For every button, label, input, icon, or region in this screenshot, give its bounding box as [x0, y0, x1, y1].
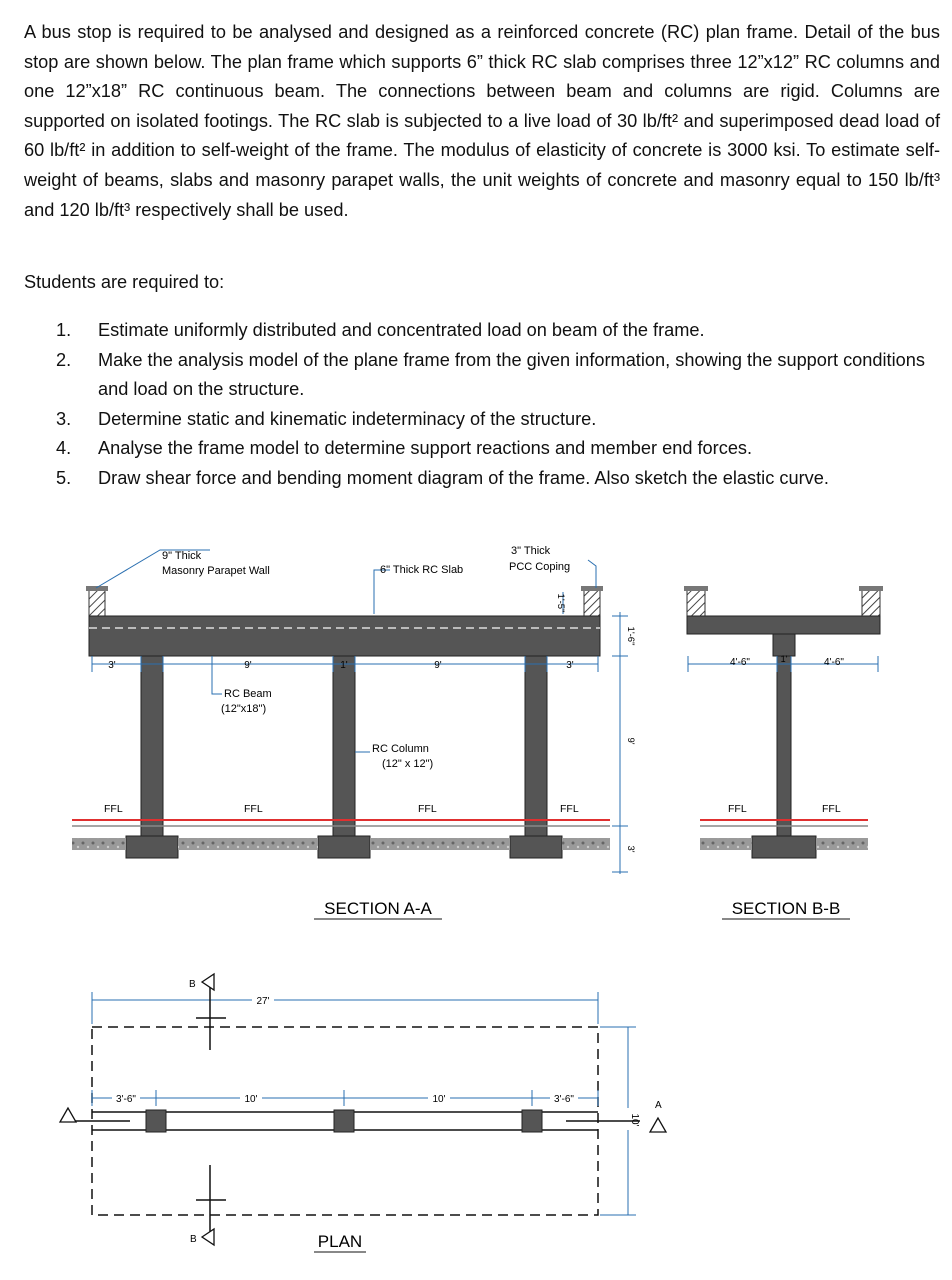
- footing-2: [318, 836, 370, 858]
- section-b-arrow: [202, 974, 214, 990]
- plan-title: PLAN: [317, 1232, 363, 1251]
- parapet-right: [584, 590, 600, 616]
- slab-label: 6" Thick RC Slab: [380, 564, 464, 576]
- ground: [72, 838, 126, 850]
- dim-label: 9': [244, 660, 252, 671]
- plan: [60, 974, 666, 1252]
- task-item: 2. Make the analysis model of the plane frame from the given information, showing the support conditions and load on the structure.: [56, 349, 925, 400]
- task-item: 5. Draw shear force and bending moment diagram of the frame. Also sketch the elastic curve.: [56, 467, 829, 488]
- dim-label: 27': [256, 996, 270, 1007]
- coping-right: [581, 586, 603, 591]
- parapet-right: [862, 590, 880, 616]
- dim-label: 9': [434, 660, 442, 671]
- slab-beam: [89, 616, 600, 656]
- plan-column-1: [146, 1110, 166, 1132]
- column-label: (12" x 12"): [382, 758, 434, 770]
- section-b-b-title: SECTION B-B: [731, 899, 841, 918]
- slab: [687, 616, 880, 634]
- ground: [178, 838, 318, 850]
- ffl-label: FFL: [104, 803, 123, 815]
- footing: [752, 836, 816, 858]
- ffl-label: FFL: [728, 803, 747, 815]
- plan-column-3: [522, 1110, 542, 1132]
- task-item: 1. Estimate uniformly distributed and concentrated load on beam of the frame.: [56, 320, 705, 340]
- dim-label: 9': [625, 737, 636, 745]
- beam-label: RC Beam: [224, 688, 272, 700]
- dim-label: 3': [625, 845, 636, 853]
- ffl-label: FFL: [560, 803, 579, 815]
- dim-label: 4'-6": [730, 657, 750, 668]
- footing-1: [126, 836, 178, 858]
- column-2: [333, 656, 355, 836]
- ground: [370, 838, 510, 850]
- section-mark-a: A: [655, 1100, 662, 1111]
- parapet-left: [89, 590, 105, 616]
- parapet-label: Masonry Parapet Wall: [162, 565, 270, 577]
- coping-left: [684, 586, 708, 591]
- problem-statement: A bus stop is required to be analysed and designed as a reinforced concrete (RC) plan frame. Detail of the bus stop are shown below. The plan frame which supports 6” thick RC slab comprises three 12”x12” RC columns and one 12”x18” RC continuous beam. The connections between beam and columns are rigid. Columns are supported on isolated footings. The RC slab is subjected to a live load of 30 lb/ft² and superimposed dead load of 60 lb/ft² in addition to self-weight of the frame. The modulus of elasticity of concrete is 3000 ksi. To estimate self-weight of beams, slabs and masonry parapet walls, the unit weights of concrete and masonry equal to 150 lb/ft³ and 120 lb/ft³ respectively shall be used.: [24, 22, 940, 220]
- dim-label: 1': [340, 660, 348, 671]
- coping-left: [86, 586, 108, 591]
- footing-3: [510, 836, 562, 858]
- dim-label: 1'-6": [625, 626, 636, 646]
- section-b-b: [684, 586, 883, 919]
- column-label: RC Column: [372, 743, 429, 755]
- dim-label: 10': [432, 1094, 446, 1105]
- coping-label: 3" Thick: [511, 545, 551, 557]
- ffl-label: FFL: [244, 803, 263, 815]
- section-a-a: [72, 545, 636, 919]
- beam: [773, 634, 795, 656]
- dim-label: 1'-5": [555, 593, 566, 613]
- beam-label: (12"x18"): [221, 703, 267, 715]
- dim-label: 4'-6": [824, 657, 844, 668]
- parapet-left: [687, 590, 705, 616]
- students-heading: Students are required to:: [24, 272, 225, 292]
- column: [777, 656, 791, 836]
- task-item: 3. Determine static and kinematic indeterminacy of the structure.: [56, 408, 597, 429]
- dim-label: 10': [629, 1113, 640, 1127]
- section-a-arrow: [650, 1118, 666, 1132]
- section-a-a-title: SECTION A-A: [324, 899, 432, 918]
- section-b-cut-line: [196, 980, 226, 1238]
- dim-label: 3': [108, 660, 116, 671]
- column-3: [525, 656, 547, 836]
- section-mark-b: B: [189, 979, 196, 990]
- ffl-label: FFL: [822, 803, 841, 815]
- ground: [816, 838, 868, 850]
- column-1: [141, 656, 163, 836]
- dim-label: 3'-6": [554, 1094, 574, 1105]
- section-b-arrow: [202, 1229, 214, 1245]
- coping-label: PCC Coping: [509, 561, 571, 573]
- dim-label: 3': [566, 660, 574, 671]
- dim-label: 1': [780, 654, 788, 664]
- section-a-arrow: [60, 1108, 76, 1122]
- ground: [562, 838, 610, 850]
- section-mark-b: B: [190, 1234, 197, 1245]
- ffl-label: FFL: [418, 803, 437, 815]
- coping-right: [859, 586, 883, 591]
- parapet-label: 9" Thick: [162, 550, 202, 562]
- plan-column-2: [334, 1110, 354, 1132]
- dim-label: 3'-6": [116, 1094, 136, 1105]
- ground: [700, 838, 752, 850]
- dim-label: 10': [244, 1094, 258, 1105]
- task-item: 4. Analyse the frame model to determine support reactions and member end forces.: [56, 438, 753, 459]
